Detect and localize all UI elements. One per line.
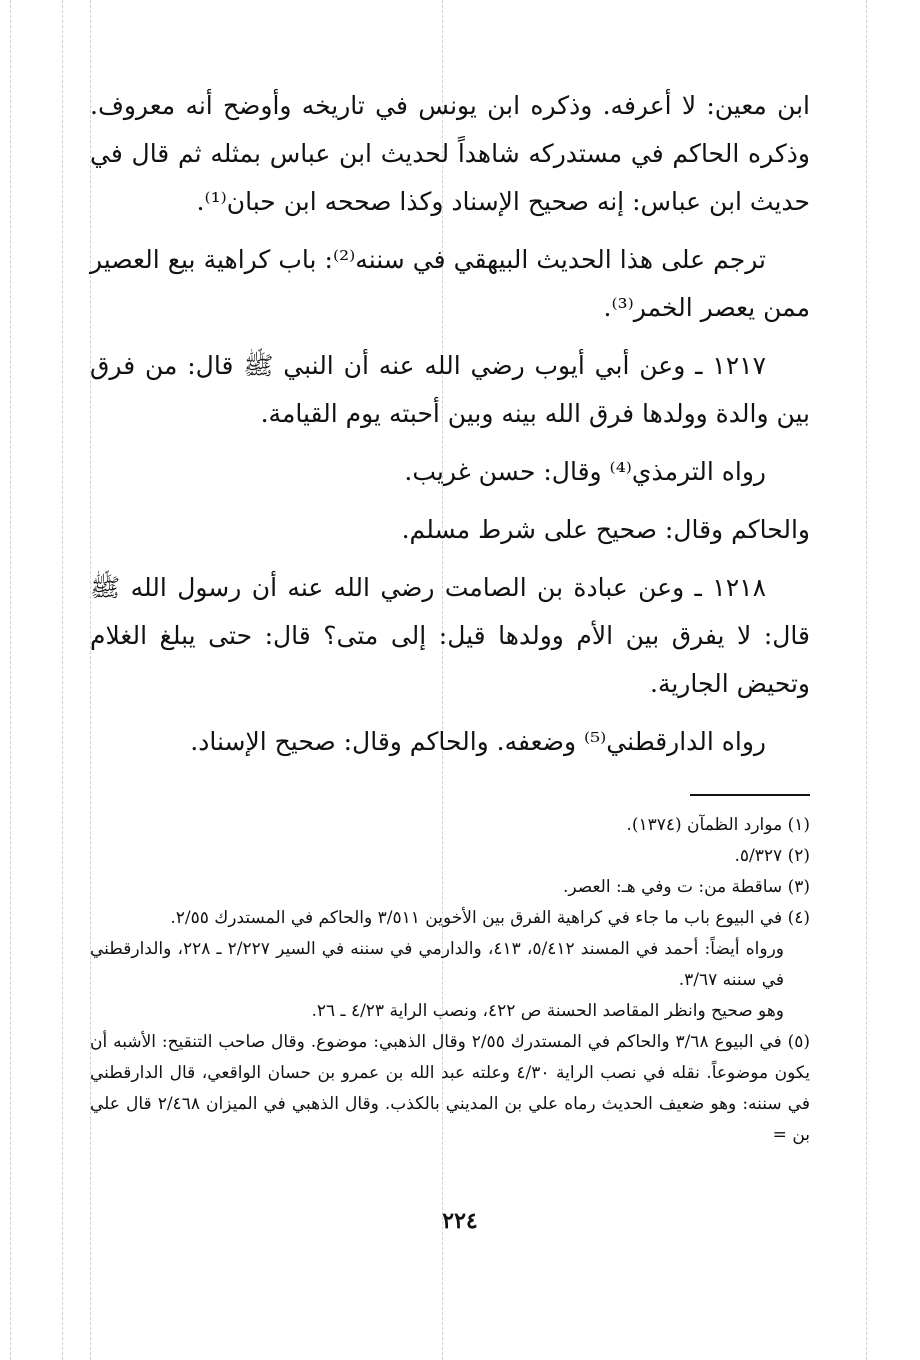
page-guide-line (62, 0, 63, 1360)
hadith-1218: ١٢١٨ ـ وعن عبادة بن الصامت رضي الله عنه أن رسول الله ﷺ قال: لا يفرق بين الأم وولدها قيل: إلى متى؟ قال: حتى يبلغ الغلام وتحيض الجارية. (90, 573, 810, 698)
footnote-1: (١) موارد الظمآن (١٣٧٤). (626, 815, 810, 835)
footnote-2: (٢) ٥/٣٢٧. (734, 846, 810, 866)
document-page (90, 82, 810, 1151)
body-paragraph: ابن معين: لا أعرفه. وذكره ابن يونس في تاريخه وأوضح أنه معروف. وذكره الحاكم في مستدركه شاهداً لحديث ابن عباس بمثله ثم قال في حديث ابن عباس: إنه صحيح الإسناد وكذا صححه ابن حبان⁽¹⁾. (90, 91, 810, 216)
page-guide-line (866, 0, 867, 1360)
footnote-4-continued: وهو صحيح وانظر المقاصد الحسنة ص ٤٢٢، ونصب الراية ٤/٢٣ ـ ٢٦. (311, 1001, 784, 1021)
footnotes (90, 810, 810, 1151)
body-paragraph: والحاكم وقال: صحيح على شرط مسلم. (401, 515, 810, 544)
page-guide-line (10, 0, 11, 1360)
footnote-separator (690, 794, 810, 796)
footnote-3: (٣) ساقطة من: ت وفي هـ: العصر. (562, 877, 810, 897)
body-paragraph: ترجم على هذا الحديث البيهقي في سننه⁽²⁾: باب كراهية بيع العصير ممن يعصر الخمر⁽³⁾. (90, 245, 810, 322)
footnote-5: (٥) في البيوع ٣/٦٨ والحاكم في المستدرك ٢/٥٥ وقال الذهبي: موضوع. وقال صاحب التنقيح: الأشبه أن يكون موضوعاً. نقله في نصب الراية ٤/٣٠ وعلته عبد الله بن عمرو بن حسان الواقعي، قال الدارقطني في سننه: وهو ضعيف الحديث رماه علي بن المديني بالكذب. وقال الذهبي في الميزان ٢/٤٦٨ قال علي بن = (90, 1032, 811, 1145)
hadith-1217: ١٢١٧ ـ وعن أبي أيوب رضي الله عنه أن النبي ﷺ قال: من فرق بين والدة وولدها فرق الله بينه وبين أحبته يوم القيامة. (90, 351, 810, 428)
body-paragraph: رواه الترمذي⁽⁴⁾ وقال: حسن غريب. (404, 457, 766, 486)
footnote-4-continued: ورواه أيضاً: أحمد في المسند ٥/٤١٢، ٤١٣، والدارمي في سننه في السير ٢/٢٢٧ ـ ٢٢٨، والدارقطني في سننه ٣/٦٧. (90, 939, 784, 990)
page-number: ٢٢٤ (442, 1208, 478, 1234)
footnote-4: (٤) في البيوع باب ما جاء في كراهية الفرق بين الأخوين ٣/٥١١ والحاكم في المستدرك ٢/٥٥. (170, 908, 810, 928)
body-paragraph: رواه الدارقطني⁽⁵⁾ وضعفه. والحاكم وقال: صحيح الإسناد. (190, 727, 766, 756)
